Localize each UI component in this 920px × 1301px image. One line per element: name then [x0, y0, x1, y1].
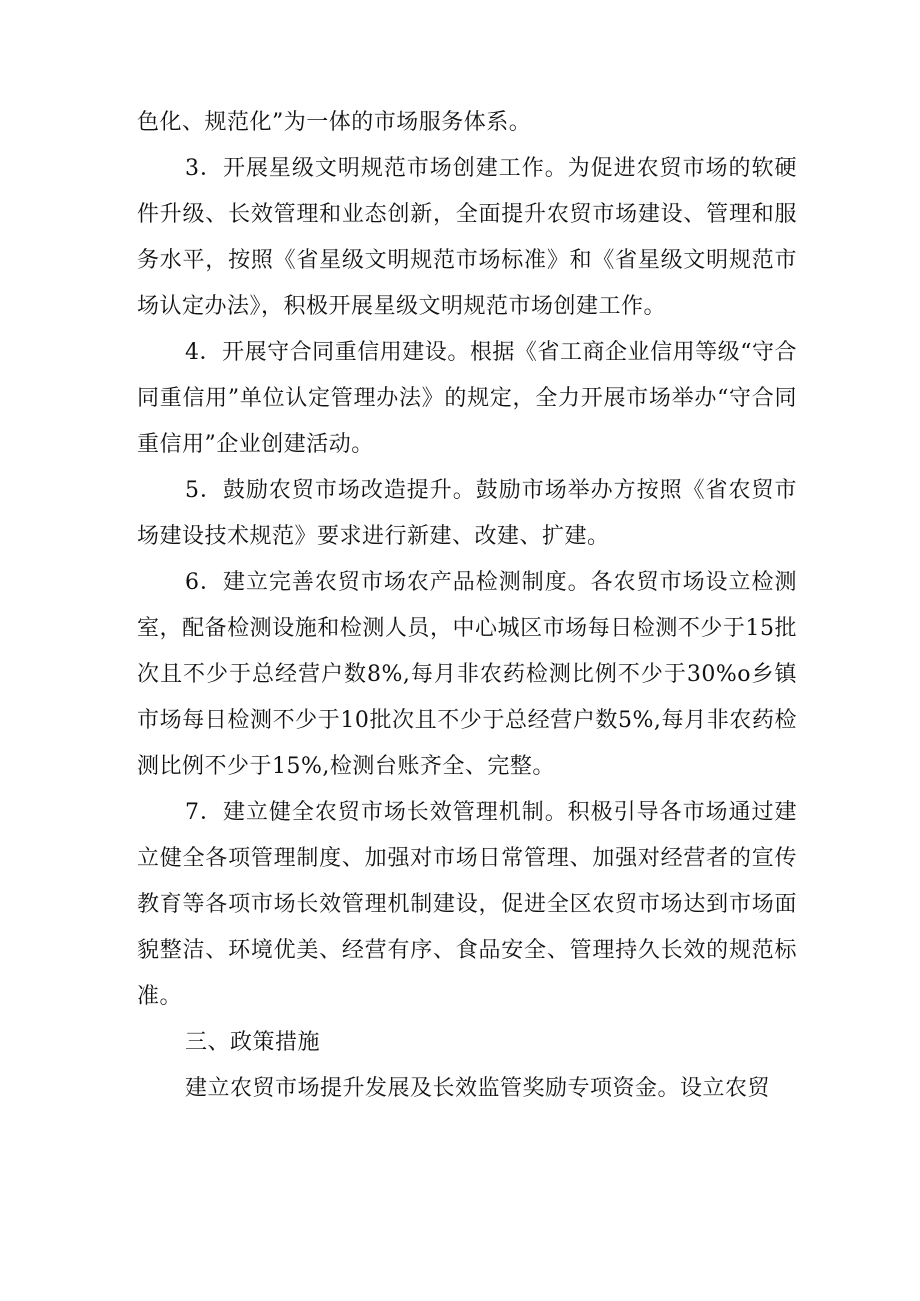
paragraph-continuation: 色化、规范化”为一体的市场服务体系。	[137, 110, 532, 135]
section-heading-policy: 三、政策措施	[185, 1030, 321, 1055]
paragraph-policy-intro: 建立农贸市场提升发展及长效监管奖励专项资金。设立农贸	[185, 1076, 771, 1101]
paragraph-item-6: 6．建立完善农贸市场农产品检测制度。各农贸市场设立检测室，配备检测设施和检测人员，中心城区市场每日检测不少于15批次且不少于总经营户数8%,每月非农药检测比例不少于30%o乡镇市场每日检测不少于10批次且不少于总经营户数5%,每月非农药检测比例不少于15%,检测台账齐全、完整。	[137, 570, 797, 779]
paragraph-item-5: 5．鼓励农贸市场改造提升。鼓励市场举办方按照《省农贸市场建设技术规范》要求进行新建、改建、扩建。	[137, 478, 797, 549]
paragraph-item-3: 3．开展星级文明规范市场创建工作。为促进农贸市场的软硬件升级、长效管理和业态创新，全面提升农贸市场建设、管理和服务水平，按照《省星级文明规范市场标准》和《省星级文明规范市场认定办法》，积极开展星级文明规范市场创建工作。	[137, 156, 797, 319]
paragraph-item-4: 4．开展守合同重信用建设。根据《省工商企业信用等级“守合同重信用”单位认定管理办法》的规定，全力开展市场举办“守合同重信用”企业创建活动。	[137, 340, 797, 457]
paragraph-item-7: 7．建立健全农贸市场长效管理机制。积极引导各市场通过建立健全各项管理制度、加强对市场日常管理、加强对经营者的宣传教育等各项市场长效管理机制建设，促进全区农贸市场达到市场面貌整洁、环境优美、经营有序、食品安全、管理持久长效的规范标准。	[137, 800, 797, 1009]
document-body	[137, 100, 797, 1112]
